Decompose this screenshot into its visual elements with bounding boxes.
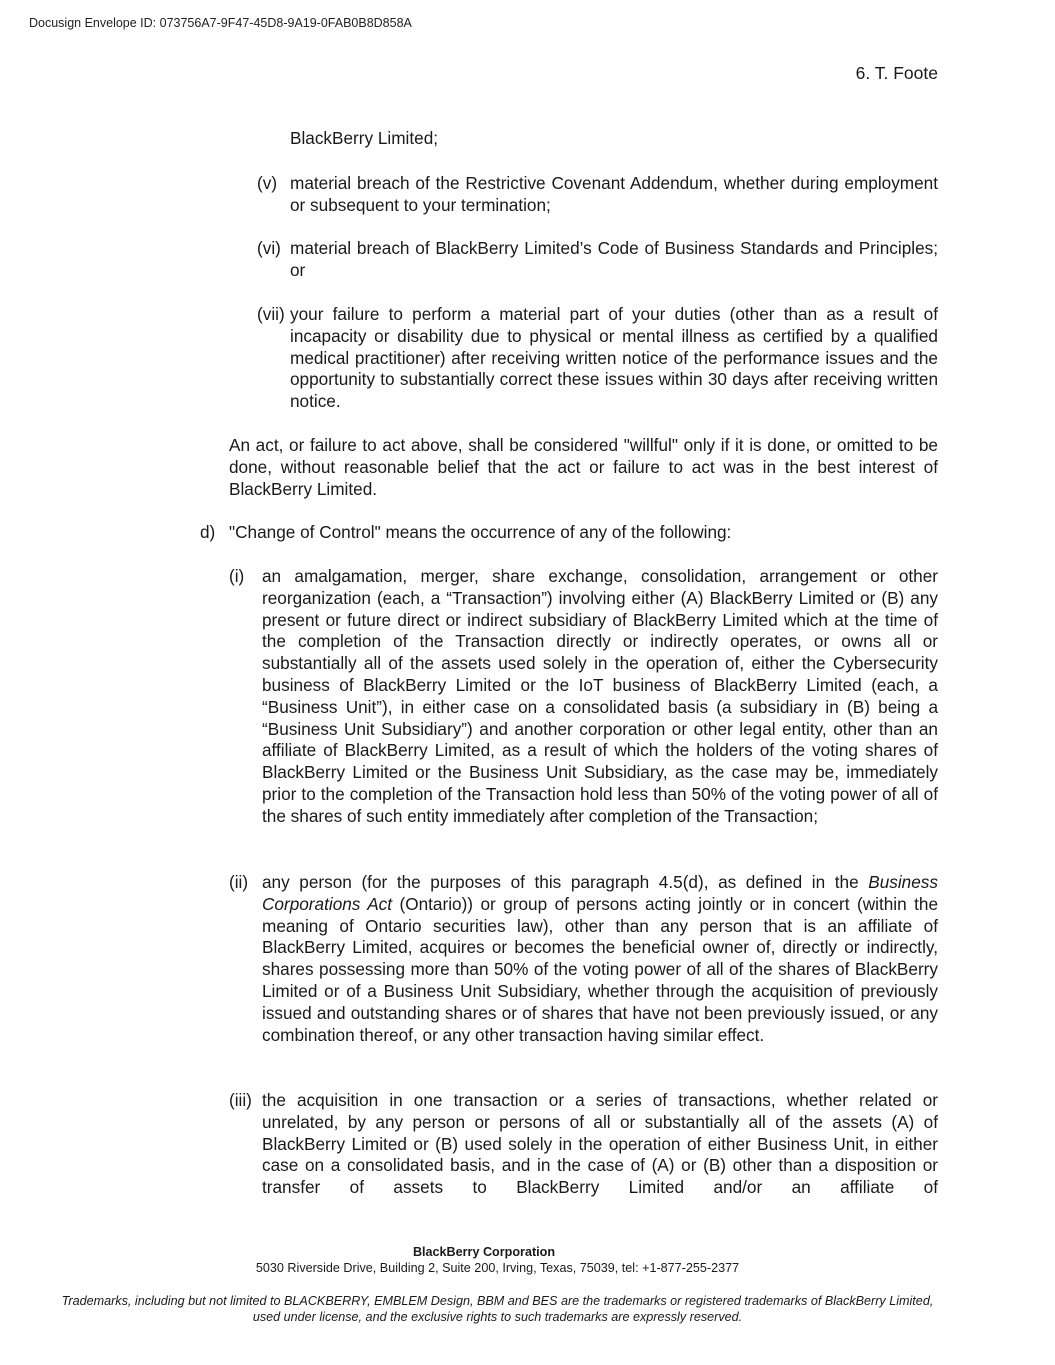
item-v-label: (v) [257,173,278,193]
item-d-iii-text: the acquisition in one transaction or a series of transactions, whether related or unrelated, by any person or persons of all or substantially all of the assets (A) of BlackBerry Limited or (B) used solely in the operation of either Business Unit, in either case on a consolidated basis, and in the case of (A) or (B) other than a disposition or transfer of assets to BlackBerry Limited and/or an affiliate of [262,1090,938,1198]
envelope-id: Docusign Envelope ID: 073756A7-9F47-45D8-9A19-0FAB0B8D858A [29,16,412,30]
continuation-text: BlackBerry Limited; [290,128,439,148]
item-vi-label: (vi) [257,238,281,258]
item-v-text: material breach of the Restrictive Covenant Addendum, whether during employment or subsequent to your termination; [290,173,938,215]
item-vii-label: (vii) [257,304,285,324]
footer-company: BlackBerry Corporation [412,1245,556,1259]
item-d-ii-label: (ii) [229,872,249,892]
item-d-iii-label: (iii) [229,1090,252,1110]
item-d-ii-text-before: any person (for the purposes of this paragraph 4.5(d), as defined in the [262,872,869,892]
item-d-i-text: an amalgamation, merger, share exchange, consolidation, arrangement or other reorganization (each, a “Transaction”) involving either (A) BlackBerry Limited or (B) any present or future direct or indirect subsidiary of BlackBerry Limited which at the time of the completion of the Transaction directly or indirectly operates, or owns all or substantially all of the assets used solely in the operation of, either the Cybersecurity business of BlackBerry Limited or the IoT business of BlackBerry Limited (each, a “Business Unit”), in either case on a consolidated basis (a subsidiary in (B) being a “Business Unit Subsidiary”) and another corporation or other legal entity, other than an affiliate of BlackBerry Limited, as a result of which the holders of the voting shares of BlackBerry Limited or the Business Unit Subsidiary, as the case may be, immediately prior to the completion of the Transaction hold less than 50% of the voting power of all of the shares of such entity immediately after completion of the Transaction; [262,566,938,826]
item-d-ii-text [262,872,938,1046]
item-vii-text: your failure to perform a material part of your duties (other than as a result of incapacity or disability due to physical or mental illness as certified by a qualified medical practitioner) after receiving written notice of the performance issues and the opportunity to substantially correct these issues within 30 days after receiving written notice. [290,304,938,412]
willful-paragraph: An act, or failure to act above, shall be considered "willful" only if it is done, or omitted to be done, without reasonable belief that the act or failure to act was in the best interest of BlackBerry Limited. [229,435,938,499]
act-name-italic: Business Corporations Act [262,872,938,914]
section-d-label: d) [200,522,216,542]
item-vi-text: material breach of BlackBerry Limited’s Code of Business Standards and Principles; or [290,238,938,280]
section-d-text: "Change of Control" means the occurrence of any of the following: [229,522,732,542]
footer-address: 5030 Riverside Drive, Building 2, Suite 200, Irving, Texas, 75039, tel: +1-877-255-2377 [255,1261,740,1275]
item-d-i-label: (i) [229,566,245,586]
item-d-ii-text-after: (Ontario)) or group of persons acting jointly or in concert (within the meaning of Ontario securities law), other than any person that is an affiliate of BlackBerry Limited, acquires or becomes the beneficial owner of, directly or indirectly, shares possessing more than 50% of the voting power of all of the shares of BlackBerry Limited or of a Business Unit Subsidiary, whether through the acquisition of previously issued and outstanding shares or of shares that have not been previously issued, or any combination thereof, or any other transaction having similar effect. [262,893,938,1045]
footer-trademarks: Trademarks, including but not limited to BLACKBERRY, EMBLEM Design, BBM and BES are the trademarks or registered trademarks of BlackBerry Limited, used under license, and the exclusive rights to such trademarks are expressly reserved. [61,1294,934,1324]
page-header: 6. T. Foote [855,63,938,83]
